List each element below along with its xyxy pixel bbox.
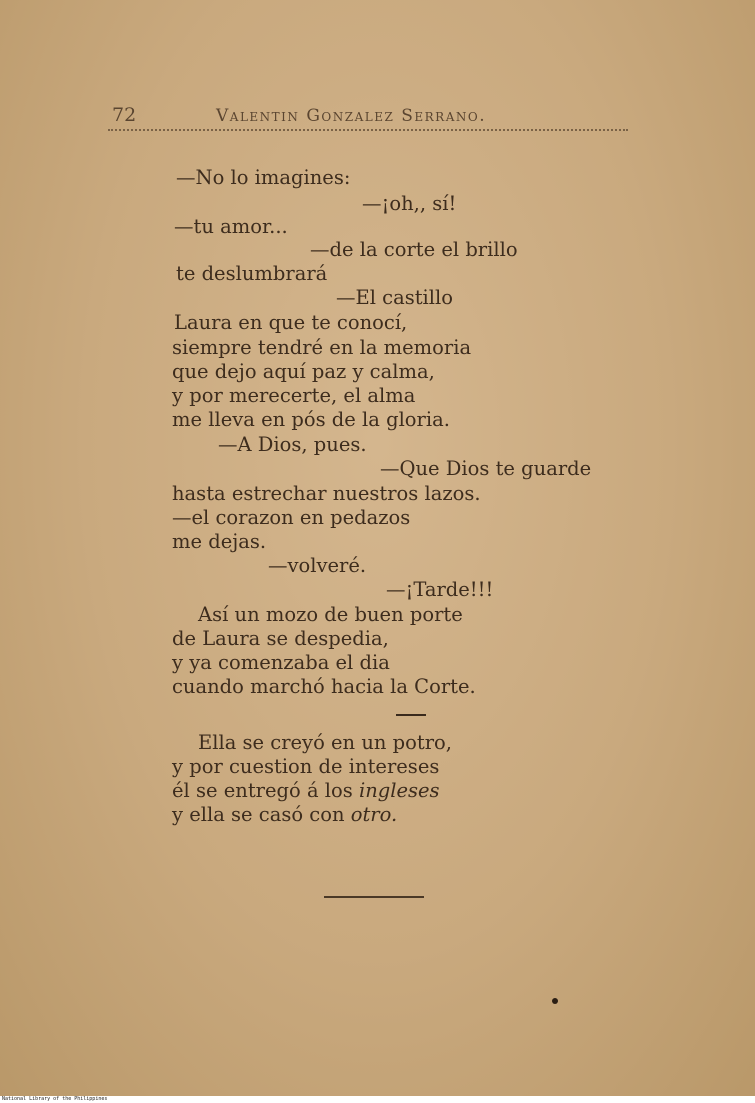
poem-line: —el corazon en pedazos: [172, 506, 411, 529]
poem-line: —No lo imagines:: [176, 166, 351, 189]
poem-line: —El castillo: [336, 286, 454, 309]
library-credit: National Library of the Philippines: [2, 1096, 108, 1102]
poem-line: y por cuestion de intereses: [172, 755, 440, 778]
poem-line: —A Dios, pues.: [218, 433, 367, 456]
poem-line: de Laura se despedia,: [172, 627, 389, 650]
line-text: él se entregó á los: [172, 779, 359, 802]
italic-word: otro.: [350, 803, 398, 826]
poem-line: me lleva en pós de la gloria.: [172, 408, 450, 431]
stanza-separator: [396, 714, 426, 716]
poem-line: [172, 779, 440, 803]
line-text: y ella se casó con: [172, 803, 351, 826]
end-rule: [324, 896, 424, 898]
poem-line: y ya comenzaba el dia: [172, 651, 390, 674]
poem-line: —de la corte el brillo: [310, 238, 518, 261]
poem-line: Así un mozo de buen porte: [198, 603, 463, 626]
poem-line: cuando marchó hacia la Corte.: [172, 675, 476, 698]
footer-strip: [0, 1096, 755, 1103]
poem-line: me dejas.: [172, 530, 267, 553]
poem-line: [172, 803, 397, 827]
poem-line: —¡oh,, sí!: [362, 192, 457, 215]
poem-line: Laura en que te conocí,: [174, 311, 408, 334]
poem-line: —¡Tarde!!!: [386, 578, 494, 601]
poem-line: Ella se creyó en un potro,: [198, 731, 452, 754]
poem-line: te deslumbrará: [176, 262, 328, 285]
poem-line: —volveré.: [268, 554, 367, 577]
header-rule: [108, 129, 628, 131]
poem-line: —Que Dios te guarde: [380, 457, 592, 480]
poem-line: hasta estrechar nuestros lazos.: [172, 482, 481, 505]
running-head: Valentin Gonzalez Serrano.: [216, 106, 487, 126]
poem-line: siempre tendré en la memoria: [172, 336, 472, 359]
poem-line: —tu amor...: [174, 215, 288, 238]
page-header: [108, 100, 628, 134]
ink-spot: [552, 998, 558, 1004]
italic-word: ingleses: [358, 779, 440, 802]
poem-line: y por merecerte, el alma: [172, 384, 416, 407]
poem-line: que dejo aquí paz y calma,: [172, 360, 435, 383]
page-number: 72: [112, 104, 137, 126]
